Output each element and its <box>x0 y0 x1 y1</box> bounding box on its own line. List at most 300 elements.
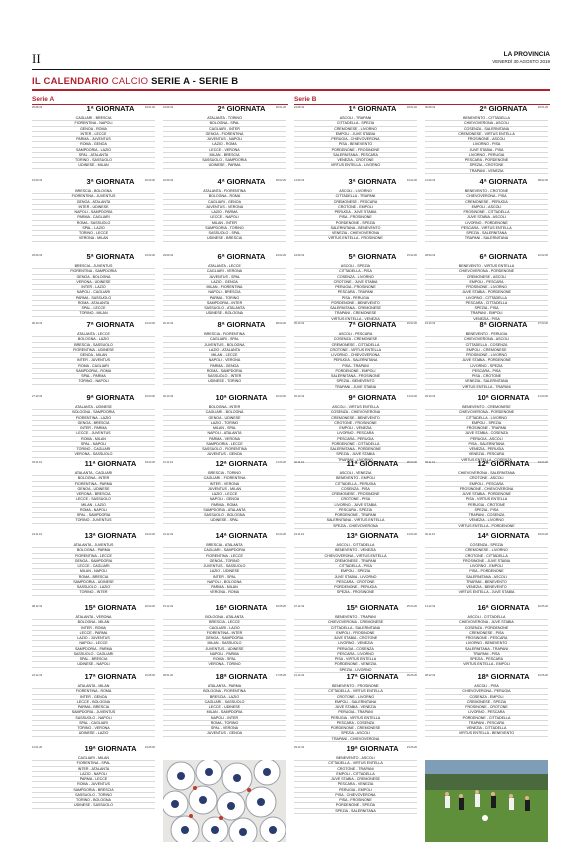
round-date: 09.11.19 <box>425 461 435 464</box>
match-row: FROSINONE - LIVORNO <box>425 285 548 290</box>
match-row: SASSUOLO - INTER <box>163 374 286 379</box>
match-row: BOLOGNA - INTER <box>32 476 155 481</box>
match-row: UDINESE - LAZIO <box>32 731 155 736</box>
round-14-series_a <box>163 532 286 601</box>
match-row: PARMA - GENOA <box>163 364 286 369</box>
publication-info <box>492 51 550 65</box>
round-1-series_a <box>32 105 155 175</box>
match-row: GENOA - UDINESE <box>32 487 155 492</box>
match-row: SASSUOLO - CAGLIARI <box>32 652 155 657</box>
match-row: TORINO - JUVENTUS <box>32 518 155 523</box>
match-row: BENEVENTO - CROTONE <box>425 189 548 194</box>
match-row: INTER - UDINESE <box>32 205 155 210</box>
match-row: VERONA - ROMA <box>163 590 286 595</box>
match-row: GENOA - UDINESE <box>163 416 286 421</box>
match-row: GENOA - MILAN <box>32 353 155 358</box>
round-date: 22.12.19 <box>32 674 43 677</box>
match-row: SASSUOLO - LAZIO <box>32 585 155 590</box>
match-row: PARMA - BRESCIA <box>32 705 155 710</box>
round-title: 8ª GIORNATA <box>479 320 528 329</box>
match-row: GENOA - ROMA <box>32 127 155 132</box>
round-18-series_b <box>425 673 548 742</box>
match-row: BENEVENTO - CITTADELLA <box>425 116 548 121</box>
match-row: PESCARA - PERUGIA <box>294 437 417 442</box>
match-list <box>32 615 155 668</box>
match-row: SALERNITANA - PESCARA <box>294 153 417 158</box>
match-row: PISA - CROTONE <box>425 374 548 379</box>
round-date: 14.12.19 <box>425 605 436 608</box>
match-row: BRESCIA - FIORENTINA <box>163 332 286 337</box>
match-row: FROSINONE - CHIEVOVERONA <box>425 487 548 492</box>
round-title: 16ª GIORNATA <box>477 603 530 612</box>
section-title-leagues: SERIE A - SERIE B <box>151 76 239 87</box>
match-row: LIVORNO - PISA <box>425 142 548 147</box>
match-row: PESCARA - PISA <box>425 369 548 374</box>
match-row: LAZIO - JUVENTUS <box>32 636 155 641</box>
match-row: BRESCIA - LAZIO <box>163 695 286 700</box>
match-list <box>425 615 548 668</box>
round-return-date: 25.01.20 <box>537 106 548 109</box>
match-list <box>425 684 548 737</box>
round-title: 14ª GIORNATA <box>215 531 268 540</box>
match-row: CREMONESE - PESCARA <box>294 200 417 205</box>
match-list <box>163 332 286 385</box>
round-18-series_a <box>163 673 286 742</box>
match-row: CHIEVOVERONA - PORDENONE <box>425 269 548 274</box>
match-row: PERUGIA - EMPOLI <box>294 788 417 793</box>
section-title-main: IL CALENDARIO <box>32 76 109 87</box>
round-return-date: 01.03.20 <box>144 322 155 325</box>
match-row: VERONA - UDINESE <box>32 280 155 285</box>
match-row: JUVENTUS - VERONA <box>163 205 286 210</box>
match-row: JUVE STABIA - PISA <box>425 148 548 153</box>
match-row: UDINESE - NAPOLI <box>32 662 155 667</box>
match-row: CITTADELLA - VIRTUS ENTELLA <box>294 689 417 694</box>
match-row: PESCARA - SPEZIA <box>294 508 417 513</box>
round-12-series_b <box>425 460 548 529</box>
round-return-date: 26.04.20 <box>144 605 155 608</box>
match-row: NAPOLI - SAMPDORIA <box>32 210 155 215</box>
match-list <box>163 189 286 242</box>
match-row: SPAL - LECCE <box>32 306 155 311</box>
match-row: MILAN - LAZIO <box>32 503 155 508</box>
match-row: LECCE - CAGLIARI <box>32 564 155 569</box>
match-row: SPAL - SAMPDORIA <box>32 513 155 518</box>
match-row: FIORENTINA - PARMA <box>32 482 155 487</box>
match-row: VENEZIA - PERUGIA <box>425 447 548 452</box>
match-row: CREMONESE - VIRTUS ENTELLA <box>425 132 548 137</box>
match-row: CAGLIARI - VERONA <box>163 269 286 274</box>
round-title: 7ª GIORNATA <box>348 320 397 329</box>
match-row: JUVENTUS - SPAL <box>163 275 286 280</box>
match-row: SAMPDORIA - PARMA <box>32 647 155 652</box>
round-title: 3ª GIORNATA <box>348 177 397 186</box>
match-row: SPEZIA - ASCOLI <box>294 731 417 736</box>
round-date: 28.12.19 <box>425 674 436 677</box>
round-15-series_a <box>32 604 155 670</box>
match-row: MILAN - INTER <box>163 221 286 226</box>
match-row: TORINO - CAGLIARI <box>32 447 155 452</box>
match-row: VIRTUS ENTELLA - LIVORNO <box>294 163 417 168</box>
match-row: PARMA - MILAN <box>163 585 286 590</box>
page-header <box>32 50 550 70</box>
round-6-series_b <box>425 252 548 321</box>
round-date: 24.08.19 <box>294 106 305 109</box>
match-row: LIVORNO - CITTADELLA <box>425 296 548 301</box>
round-return-date: 04.04.20 <box>537 461 548 464</box>
match-row: SAMPDORIA - LAZIO <box>32 148 155 153</box>
match-row: UDINESE - PARMA <box>163 163 286 168</box>
match-row: MILAN - LECCE <box>163 353 286 358</box>
match-row: PORDENONE - TRAPANI <box>294 513 417 518</box>
match-list <box>294 116 417 169</box>
match-row: LECCE - BOLOGNA <box>32 700 155 705</box>
match-row: EMPOLI - SALERNITANA <box>294 700 417 705</box>
match-row: CITTADELLA - PISA <box>294 564 417 569</box>
round-return-date: 23.05.20 <box>406 746 417 749</box>
match-row: JUVE STABIA - VENEZIA <box>294 705 417 710</box>
match-row: LECCE - JUVENTUS <box>32 431 155 436</box>
match-row: VENEZIA - LIVORNO <box>425 518 548 523</box>
match-row: FIORENTINA - ROMA <box>32 689 155 694</box>
match-list <box>32 684 155 737</box>
match-row: INTER - PARMA <box>32 426 155 431</box>
match-row: BOLOGNA - LAZIO <box>32 337 155 342</box>
publication-date: VENERDÌ 30 AGOSTO 2019 <box>492 59 550 64</box>
match-row: VIRTUS ENTELLA - JUVE STABIA <box>425 590 548 595</box>
match-list <box>163 684 286 737</box>
match-row: MILAN - BRESCIA <box>163 153 286 158</box>
round-4-series_b <box>425 178 548 250</box>
round-13-series_a <box>32 532 155 601</box>
round-date: 26.10.19 <box>294 395 305 398</box>
round-16-series_b <box>425 604 548 670</box>
match-row: SASSUOLO - NAPOLI <box>32 716 155 721</box>
match-row: CAGLIARI - BOLOGNA <box>163 410 286 415</box>
match-row: PARMA - VERONA <box>163 437 286 442</box>
round-return-date: 10.05.20 <box>144 674 155 677</box>
match-row: TRAPANI - VENEZIA <box>425 169 548 174</box>
round-title: 5ª GIORNATA <box>86 252 135 261</box>
match-row: TRAPANI - JUVE STABIA <box>294 385 417 390</box>
round-return-date: 08.03.20 <box>275 322 286 325</box>
match-row: TORINO - NAPOLI <box>32 379 155 384</box>
match-row: ASCOLI - CITTADELLA <box>294 543 417 548</box>
match-row: EMPOLI - CREMONESE <box>425 348 548 353</box>
match-row: FROSINONE - CROTONE <box>425 705 548 710</box>
match-row: BRESCIA - ATALANTA <box>163 543 286 548</box>
match-row: SPEZIA - LIVORNO <box>294 668 417 673</box>
match-row: PERUGIA - ASCOLI <box>425 437 548 442</box>
match-row: ROMA - NAPOLI <box>32 508 155 513</box>
match-row: ATALANTA - VERONA <box>32 615 155 620</box>
match-row: CAGLIARI - MILAN <box>32 756 155 761</box>
round-title: 17ª GIORNATA <box>84 672 137 681</box>
match-row: SASSUOLO - BOLOGNA <box>163 513 286 518</box>
match-row: TRAPANI - COSENZA <box>425 513 548 518</box>
match-row: BENEVENTO - EMPOLI <box>294 476 417 481</box>
match-row: CREMONESE - SPEZIA <box>425 700 548 705</box>
match-row: CROTONE - EMPOLI <box>294 205 417 210</box>
match-row: CREMONESE - CITTADELLA <box>294 343 417 348</box>
match-row: PERUGIA - CHIEVOVERONA <box>294 137 417 142</box>
round-return-date: 22.04.20 <box>275 533 286 536</box>
match-list <box>163 471 286 524</box>
match-list <box>32 471 155 524</box>
match-row: UDINESE - TORINO <box>163 379 286 384</box>
round-title: 1ª GIORNATA <box>86 104 135 113</box>
match-row: ATALANTA - MILAN <box>32 684 155 689</box>
section-title-theme: CALCIO <box>111 76 149 87</box>
match-row: SPEZIA - BENEVENTO <box>294 379 417 384</box>
match-row: SALERNITANA - CREMONESE <box>294 306 417 311</box>
match-row: FIORENTINA - LAZIO <box>32 416 155 421</box>
round-date: 06.10.19 <box>32 322 43 325</box>
match-row: VENEZIA - PESCARA <box>425 452 548 457</box>
match-row: JUVENTUS - GENOA <box>163 452 286 457</box>
match-row: CAGLIARI - SPAL <box>163 337 286 342</box>
round-return-date: 24.05.20 <box>144 746 155 749</box>
match-row: ATALANTA - LECCE <box>163 264 286 269</box>
match-row: CROTONE - LIVORNO <box>294 695 417 700</box>
match-list <box>163 264 286 317</box>
match-row: ROMA - GENOA <box>32 142 155 147</box>
round-date: 22.09.19 <box>163 179 174 182</box>
round-9-series_b <box>294 393 417 462</box>
match-list <box>32 405 155 458</box>
match-row: FROSINONE - LIVORNO <box>425 353 548 358</box>
match-row: FIORENTINA - INTER <box>163 631 286 636</box>
match-row: LAZIO - PARMA <box>163 210 286 215</box>
match-row: INTER - VERONA <box>163 482 286 487</box>
round-date: 15.09.19 <box>32 179 43 182</box>
round-19-series_a <box>32 745 155 846</box>
match-row: INTER - ROMA <box>32 626 155 631</box>
match-row: ATALANTA - JUVENTUS <box>32 543 155 548</box>
round-date: 10.11.19 <box>163 461 173 464</box>
match-row: ASCOLI - LIVORNO <box>294 189 417 194</box>
match-row: LIVORNO - PORDENONE <box>425 221 548 226</box>
match-row: CROTONE - VIRTUS ENTELLA <box>294 348 417 353</box>
match-row: BOLOGNA - ATALANTA <box>163 615 286 620</box>
match-row: INTER - JUVENTUS <box>32 358 155 363</box>
round-10-series_a <box>163 394 286 457</box>
match-row: PESCARA - CROTONE <box>294 580 417 585</box>
round-9-series_a <box>32 394 155 457</box>
match-row: VIRTUS ENTELLA - COSENZA <box>425 458 548 463</box>
match-row: ATALANTA - PARMA <box>163 684 286 689</box>
round-7-series_b <box>294 321 417 391</box>
match-row: CROTONE - FROSINONE <box>294 421 417 426</box>
match-row: EMPOLI - CITTADELLA <box>294 772 417 777</box>
match-row: GENOA - ATALANTA <box>32 200 155 205</box>
match-row: SALERNITANA - TRAPANI <box>425 647 548 652</box>
match-list <box>32 756 155 809</box>
match-row: EMPOLI - FROSINONE <box>294 631 417 636</box>
round-title: 4ª GIORNATA <box>479 177 528 186</box>
round-4-series_a <box>163 178 286 250</box>
round-title: 19ª GIORNATA <box>84 744 137 753</box>
round-title: 16ª GIORNATA <box>215 603 268 612</box>
match-row: SAMPDORIA - UDINESE <box>32 580 155 585</box>
round-date: 05.10.19 <box>294 322 305 325</box>
round-date: 20.10.19 <box>163 322 174 325</box>
match-row: PERUGIA - FROSINONE <box>294 285 417 290</box>
match-row: FIORENTINA - SPAL <box>32 761 155 766</box>
match-list <box>32 332 155 385</box>
match-list <box>294 756 417 814</box>
match-row: PORDENONE - PERUGIA <box>294 585 417 590</box>
round-return-date: 22.02.20 <box>537 254 548 257</box>
match-row: VERONA - SASSUOLO <box>32 452 155 457</box>
match-row: LECCE - NAPOLI <box>163 215 286 220</box>
match-row: CAGLIARI - BRESCIA <box>32 116 155 121</box>
match-row: PISA - FROSINONE <box>294 798 417 803</box>
round-title: 2ª GIORNATA <box>479 104 528 113</box>
match-row: BRESCIA - LECCE <box>163 620 286 625</box>
match-row: SAMPDORIA - TORINO <box>163 226 286 231</box>
round-return-date: 26.01.20 <box>275 106 286 109</box>
match-row: PESCARA - LIVORNO <box>294 652 417 657</box>
soccer-players-photo <box>425 760 548 842</box>
round-date: 21.09.19 <box>425 179 436 182</box>
round-date: 24.11.19 <box>32 533 42 536</box>
match-row: ATALANTA - LECCE <box>32 332 155 337</box>
match-row: ASCOLI - TRAPANI <box>294 116 417 121</box>
match-row: JUVENTUS - BOLOGNA <box>163 343 286 348</box>
round-date: 01.12.19 <box>163 533 174 536</box>
match-row: FIORENTINA - SAMPDORIA <box>32 269 155 274</box>
match-row: PARMA - JUVENTUS <box>32 137 155 142</box>
match-row: SPAL - VERONA <box>163 726 286 731</box>
round-title: 18ª GIORNATA <box>215 672 268 681</box>
match-row: TORINO - SASSUOLO <box>32 158 155 163</box>
match-row: BRESCIA - BOLOGNA <box>32 189 155 194</box>
match-row: NAPOLI - VERONA <box>163 358 286 363</box>
match-row: JUVE STABIA - COSENZA <box>425 431 548 436</box>
match-row: PARMA - CAGLIARI <box>32 215 155 220</box>
match-row: GENOA - TORINO <box>163 559 286 564</box>
match-row: LAZIO - TORINO <box>163 421 286 426</box>
match-row: TRAPANI - CHIEVOVERONA <box>294 737 417 742</box>
match-row: ATALANTA - FIORENTINA <box>163 189 286 194</box>
match-row: SPAL - CAGLIARI <box>32 721 155 726</box>
match-row: NAPOLI - CAGLIARI <box>32 290 155 295</box>
match-list <box>163 615 286 668</box>
match-row: PERUGIA - COSENZA <box>294 647 417 652</box>
match-row: JUVENTUS - MILAN <box>163 487 286 492</box>
round-date: 30.11.19 <box>425 533 435 536</box>
match-row: VERONA - MILAN <box>32 236 155 241</box>
match-row: BENEVENTO - FROSINONE <box>294 684 417 689</box>
match-row: PISA - FROSINONE <box>294 215 417 220</box>
round-title: 15ª GIORNATA <box>84 603 137 612</box>
round-date: 21.12.19 <box>294 674 305 677</box>
match-row: ATALANTA - TORINO <box>163 116 286 121</box>
match-row: PARMA - SASSUOLO <box>32 296 155 301</box>
round-3-series_a <box>32 178 155 250</box>
match-row: PISA - PORDENONE <box>425 569 548 574</box>
match-row: CITTADELLA - TRAPANI <box>294 194 417 199</box>
match-row: PERUGIA - SALERNITANA <box>294 358 417 363</box>
round-return-date: 02.05.20 <box>537 605 548 608</box>
match-row: PISA - VIRTUS ENTELLA <box>425 497 548 502</box>
match-row: CHIEVOVERONA - VIRTUS ENTELLA <box>294 554 417 559</box>
round-7-series_a <box>32 321 155 391</box>
round-17-series_b <box>294 673 417 742</box>
round-date: 08.12.19 <box>32 605 43 608</box>
round-8-series_b <box>425 321 548 391</box>
match-row: PARMA - LECCE <box>32 777 155 782</box>
round-return-date: 15.03.20 <box>144 395 155 398</box>
match-row: GENOA - BOLOGNA <box>32 275 155 280</box>
round-return-date: 01.02.20 <box>406 179 417 182</box>
match-row: NAPOLI - BRESCIA <box>163 290 286 295</box>
match-row: EMPOLI - SPEZIA <box>294 569 417 574</box>
match-row: PORDENONE - SPEZIA <box>294 221 417 226</box>
match-row: LIVORNO - PERUGIA <box>425 153 548 158</box>
match-row: UDINESE - BOLOGNA <box>163 311 286 316</box>
round-title: 11ª GIORNATA <box>346 459 399 468</box>
match-row: FROSINONE - JUVE STABIA <box>425 559 548 564</box>
match-row: SAMPDORIA - ROMA <box>32 369 155 374</box>
match-row: GENOA - FIORENTINA <box>163 132 286 137</box>
match-row: PERUGIA - CROTONE <box>425 503 548 508</box>
match-row: VIRTUS ENTELLA - TRAPANI <box>425 385 548 390</box>
match-row: FROSINONE - CITTADELLA <box>425 210 548 215</box>
round-return-date: 15.02.20 <box>406 254 417 257</box>
match-row: TORINO - VERONA <box>32 726 155 731</box>
match-row: PESCARA - TRAPANI <box>294 290 417 295</box>
match-row: CITTADELLA - SALERNITANA <box>294 626 417 631</box>
match-list <box>425 405 548 463</box>
round-title: 11ª GIORNATA <box>84 459 137 468</box>
match-row: SPAL - PARMA <box>32 374 155 379</box>
match-row: PESCARA - COSENZA <box>294 721 417 726</box>
round-return-date: 29.02.20 <box>406 322 417 325</box>
match-row: COSENZA - EMPOLI <box>425 695 548 700</box>
match-row: EMPOLI - JUVE STABIA <box>294 132 417 137</box>
match-row: FROSINONE - PESCARA <box>425 636 548 641</box>
match-row: VIRTUS ENTELLA - BENEVENTO <box>425 731 548 736</box>
match-list <box>163 543 286 596</box>
match-row: LAZIO - NAPOLI <box>32 772 155 777</box>
match-row: MILAN - FIORENTINA <box>163 285 286 290</box>
match-row: BENEVENTO - VIRTUS ENTELLA <box>425 264 548 269</box>
match-row: SPAL - NAPOLI <box>32 442 155 447</box>
match-row: CITTADELLA - COSENZA <box>425 343 548 348</box>
match-row: CITTADELLA - PISA <box>294 269 417 274</box>
round-return-date: 02.02.20 <box>144 179 155 182</box>
round-date: 19.10.19 <box>425 322 436 325</box>
round-title: 7ª GIORNATA <box>86 320 135 329</box>
match-row: COSENZA - CREMONESE <box>294 337 417 342</box>
match-row: PORDENONE - FROSINONE <box>294 148 417 153</box>
round-title: 19ª GIORNATA <box>346 744 399 753</box>
match-row: JUVENTUS - SASSUOLO <box>163 564 286 569</box>
match-row: NAPOLI - BOLOGNA <box>163 580 286 585</box>
match-row: NAPOLI - INTER <box>163 716 286 721</box>
match-row: SPEZIA - SALERNITANA <box>425 231 548 236</box>
match-row: JUVENTUS - GENOA <box>163 731 286 736</box>
match-list <box>294 684 417 742</box>
match-row: BRESCIA - TORINO <box>163 471 286 476</box>
match-row: ROMA - SPAL <box>163 657 286 662</box>
match-row: LIVORNO - PESCARA <box>294 431 417 436</box>
match-row: SAMPDORIA - BRESCIA <box>32 788 155 793</box>
match-row: VIRTUS ENTELLA - EMPOLI <box>425 662 548 667</box>
match-row: SASSUOLO - SAMPDORIA <box>163 158 286 163</box>
